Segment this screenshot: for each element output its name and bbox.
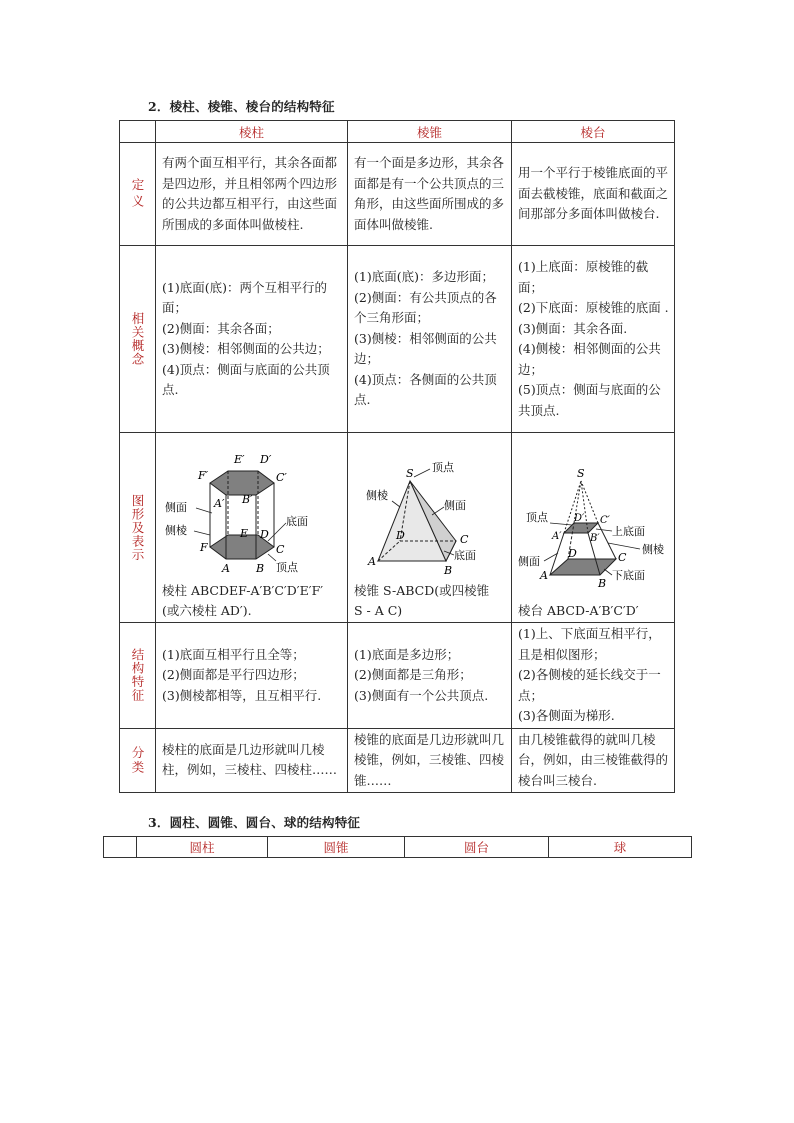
svg-text:B: B <box>256 562 265 575</box>
svg-text:B′: B′ <box>590 533 600 544</box>
svg-text:B′: B′ <box>242 493 253 506</box>
svg-text:C′: C′ <box>276 471 287 484</box>
section3-title: 3．圆柱、圆锥、圆台、球的结构特征 <box>148 815 361 830</box>
classification-frustum: 由几棱锥截得的就叫几棱台，例如，由三棱锥截得的棱台叫三棱台. <box>512 728 675 793</box>
concept-line: (2)下底面：原棱锥的底面 . <box>518 300 669 315</box>
corner-cell <box>120 121 156 143</box>
frustum-caption: 棱台 ABCD-A′B′C′D′ <box>518 603 639 618</box>
structure-line: (3)侧棱都相等，且互相平行. <box>162 687 322 703</box>
structure-frustum <box>512 623 675 729</box>
concept-line: (1)底面(底)：两个互相平行的面； <box>162 279 327 315</box>
svg-text:D: D <box>396 529 405 542</box>
label-base: 底面 <box>286 515 308 528</box>
svg-text:S: S <box>406 467 414 480</box>
label-base: 底面 <box>454 549 476 562</box>
svg-text:F: F <box>200 541 208 554</box>
svg-text:E′: E′ <box>234 453 245 466</box>
header-cylinder: 圆柱 <box>137 837 268 858</box>
concept-line: (4)侧棱：相邻侧面的公共边； <box>518 341 661 377</box>
header-frustum: 棱台 <box>512 121 675 143</box>
svg-text:C: C <box>460 533 469 546</box>
label-side-face: 侧面 <box>165 501 187 514</box>
structure-line: (1)上、下底面互相平行，且是相似图形； <box>518 626 661 662</box>
row-label-figure: 图形及表示 <box>120 433 156 623</box>
concepts-pyramid <box>348 246 512 433</box>
structure-line: (2)侧面都是平行四边形； <box>162 667 305 682</box>
svg-text:A: A <box>222 562 230 575</box>
svg-text:D′: D′ <box>260 453 272 466</box>
structure-line: (2)各侧棱的延长线交于一点； <box>518 667 661 703</box>
structure-line: (1)底面互相平行且全等； <box>162 646 305 662</box>
concept-line: (4)顶点：各侧面的公共顶点. <box>354 371 497 408</box>
label-vertex: 顶点 <box>526 511 548 524</box>
definition-frustum: 用一个平行于棱锥底面的平面去截棱锥，底面和截面之间那部分多面体叫做棱台. <box>512 143 675 246</box>
structure-pyramid <box>348 623 512 729</box>
concept-line: (2)侧面：其余各面； <box>162 320 280 336</box>
definition-pyramid: 有一个面是多边形，其余各面都是有一个公共顶点的三角形，由这些面所围成的多面体叫做棱锥. <box>348 143 512 246</box>
concept-line: (1)上底面：原棱锥的截面； <box>518 259 649 295</box>
corner-cell <box>104 837 137 858</box>
section2-title: 2．棱柱、棱锥、棱台的结构特征 <box>148 99 335 114</box>
pyramid-caption-2: S - A C) <box>354 603 403 618</box>
prism-caption-2: (或六棱柱 AD′). <box>162 603 252 618</box>
figure-pyramid <box>348 433 512 623</box>
concept-line: (5)顶点：侧面与底面的公共顶点. <box>518 382 661 418</box>
label-side-edge: 侧棱 <box>366 489 388 502</box>
structure-prism <box>156 623 348 729</box>
svg-text:A′: A′ <box>214 497 225 510</box>
row-label-structure: 结构特征 <box>120 623 156 729</box>
header-sphere: 球 <box>549 837 692 858</box>
svg-text:F′: F′ <box>198 469 209 482</box>
svg-text:C: C <box>618 551 627 564</box>
label-vertex: 顶点 <box>276 561 298 574</box>
prism-caption-1: 棱柱 ABCDEF-A′B′C′D′E′F′ <box>162 583 324 598</box>
concept-line: (3)侧棱：相邻侧面的公共边； <box>354 330 497 367</box>
svg-text:A: A <box>368 555 376 568</box>
row-label-concepts: 相关概念 <box>120 246 156 433</box>
label-bottom-base: 下底面 <box>612 569 645 582</box>
svg-text:D′: D′ <box>574 513 585 524</box>
round-solids-table <box>103 836 692 858</box>
pyramid-caption-1: 棱锥 S-ABCD(或四棱锥 <box>354 583 490 598</box>
svg-text:A: A <box>540 569 548 582</box>
svg-text:E: E <box>240 527 249 540</box>
row-label-definition: 定义 <box>120 143 156 246</box>
concepts-frustum <box>512 246 675 433</box>
structure-line: (3)各侧面为梯形. <box>518 708 615 723</box>
svg-text:C: C <box>276 543 285 556</box>
classification-prism: 棱柱的底面是几边形就叫几棱柱，例如，三棱柱、四棱柱…… <box>156 728 348 793</box>
figure-frustum <box>512 433 675 623</box>
label-apex: 顶点 <box>432 461 454 474</box>
header-prism: 棱柱 <box>156 121 348 143</box>
concept-line: (3)侧面：其余各面. <box>518 320 628 336</box>
label-side-face: 侧面 <box>518 555 540 568</box>
figure-prism <box>156 433 348 623</box>
label-side-edge: 侧棱 <box>165 524 187 537</box>
concept-line: (2)侧面：有公共顶点的各个三角形面； <box>354 289 497 326</box>
hexagonal-prism-diagram <box>156 441 346 581</box>
frustum-diagram <box>512 439 675 589</box>
label-side-edge: 侧棱 <box>642 543 664 556</box>
svg-text:D: D <box>568 547 577 560</box>
svg-text:B: B <box>444 564 453 577</box>
concepts-prism <box>156 246 348 433</box>
row-label-classification: 分类 <box>120 728 156 793</box>
concept-line: (1)底面(底)：多边形面； <box>354 269 494 285</box>
polyhedra-table <box>119 120 675 793</box>
structure-line: (2)侧面都是三角形； <box>354 667 472 682</box>
header-pyramid: 棱锥 <box>348 121 512 143</box>
concept-line: (3)侧棱：相邻侧面的公共边； <box>162 341 330 356</box>
label-side-face: 侧面 <box>444 499 466 512</box>
structure-line: (3)侧面有一个公共顶点. <box>354 687 489 703</box>
svg-text:C′: C′ <box>600 515 610 526</box>
svg-text:B: B <box>598 577 607 589</box>
square-pyramid-diagram <box>348 441 512 581</box>
classification-pyramid: 棱锥的底面是几边形就叫几棱锥，例如，三棱锥、四棱锥…… <box>348 728 512 793</box>
header-frustum-cone: 圆台 <box>405 837 549 858</box>
svg-text:D: D <box>260 528 269 541</box>
structure-line: (1)底面是多边形； <box>354 646 460 662</box>
svg-text:S: S <box>577 467 585 480</box>
svg-text:A′: A′ <box>552 531 562 542</box>
definition-prism: 有两个面互相平行，其余各面都是四边形，并且相邻两个四边形的公共边都互相平行，由这些面所围成的多面体叫做棱柱. <box>156 143 348 246</box>
header-cone: 圆锥 <box>268 837 405 858</box>
concept-line: (4)顶点：侧面与底面的公共顶点. <box>162 361 330 397</box>
label-top-base: 上底面 <box>612 525 645 538</box>
